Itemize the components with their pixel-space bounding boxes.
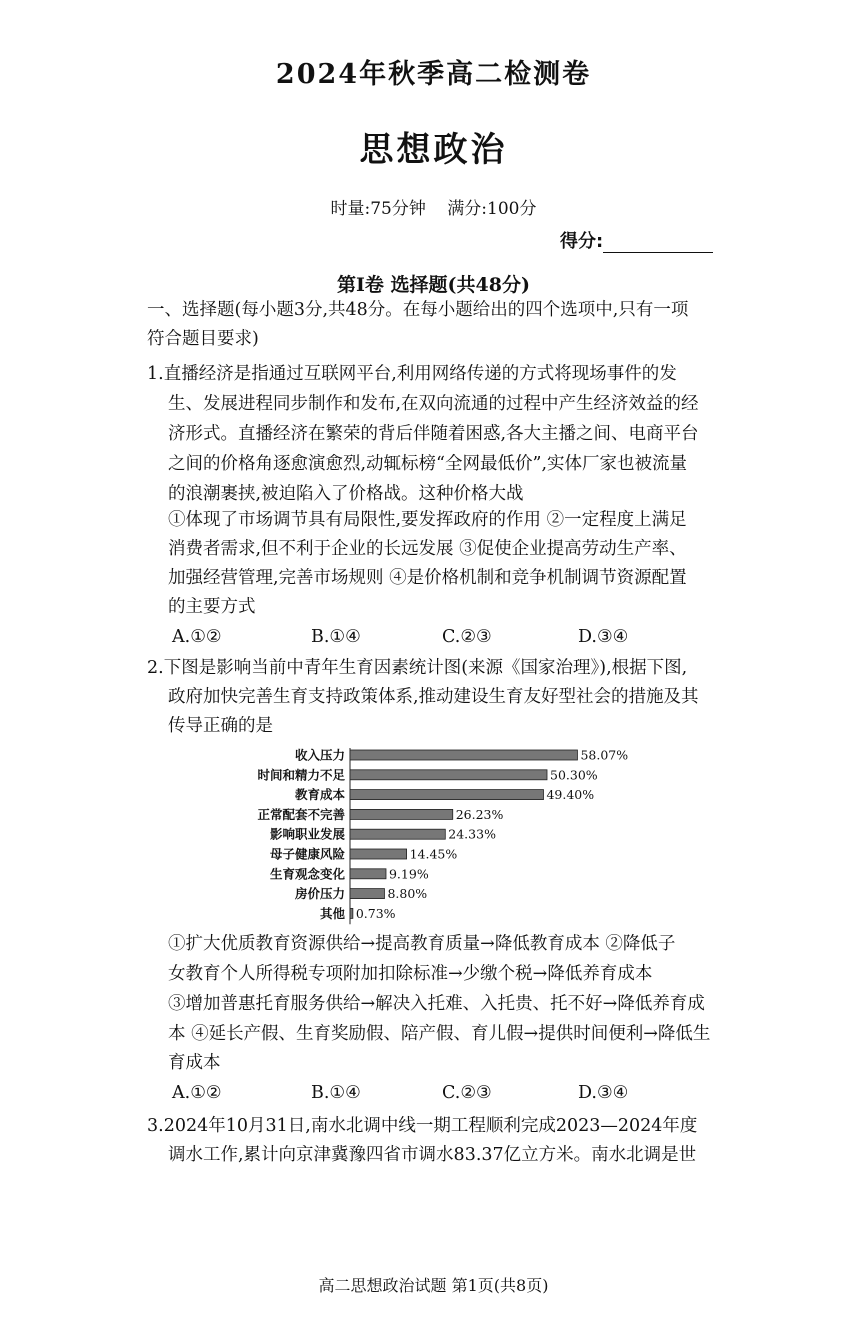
chart-bar [350,869,386,879]
q1-line: 加强经营管理,完善市场规则 ④是价格机制和竞争机制调节资源配置 [168,568,687,588]
chart-category-label: 时间和精力不足 [257,767,345,783]
chart-value-label: 58.07% [580,747,629,763]
chart-bar [350,829,445,839]
q1-option-c[interactable]: C.②③ [442,627,492,647]
exam-info [0,194,867,219]
score-blank-line[interactable] [603,235,713,253]
q1-line: 1.直播经济是指通过互联网平台,利用网络传递的方式将现场事件的发 [147,364,677,384]
q1-line: 之间的价格角逐愈演愈烈,动辄标榜“全网最低价”,实体厂家也被流量 [168,454,688,474]
subject-title: 思想政治 [359,130,508,170]
full-score: 满分:100分 [447,199,537,219]
chart-value-label: 49.40% [546,787,595,803]
score-field [560,227,713,253]
q1-line: 消费者需求,但不利于企业的长远发展 ③促使企业提高劳动生产率、 [168,539,687,559]
chart-category-label: 教育成本 [294,787,345,803]
q1-option-a[interactable]: A.①② [172,627,222,647]
chart-category-label: 生育观念变化 [269,866,345,882]
chart-bar [350,889,384,899]
chart-value-label: 9.19% [388,866,429,882]
chart-bar [350,750,577,760]
chart-category-label: 正常配套不完善 [257,806,345,822]
fertility-factors-chart [200,742,680,927]
chart-value-label: 50.30% [550,767,598,783]
section-title: 第Ⅰ卷 选择题(共48分) [337,274,530,296]
q1-line: 的主要方式 [168,597,256,617]
q2-line: 2.下图是影响当前中青年生育因素统计图(来源《国家治理》),根据下图, [147,658,688,678]
time-limit: 时量:75分钟 [330,199,426,219]
q2-item-line: 女教育个人所得税专项附加扣除标准→少缴个税→降低养育成本 [168,964,653,984]
section-instruction-1: 一、选择题(每小题3分,共48分。在每小题给出的四个选项中,只有一项 [147,300,689,320]
chart-bar [350,790,543,800]
q1-line: 的浪潮裹挟,被迫陷入了价格战。这种价格大战 [168,484,524,504]
chart-value-label: 14.45% [409,846,458,862]
q2-item-line: 育成本 [168,1053,221,1073]
q2-item-line: ①扩大优质教育资源供给→提高教育质量→降低教育成本 ②降低子 [168,934,676,954]
chart-value-label: 8.80% [387,886,428,902]
chart-category-label: 母子健康风险 [269,846,345,862]
q1-line: 生、发展进程同步制作和发布,在双向流通的过程中产生经济效益的经 [168,394,699,414]
chart-value-label: 0.73% [355,905,396,921]
chart-category-label: 影响职业发展 [269,826,345,842]
q2-option-a[interactable]: A.①② [172,1083,222,1103]
exam-title: 2024年秋季高二检测卷 [275,59,592,90]
chart-bar [350,908,353,918]
chart-value-label: 26.23% [455,806,504,822]
score-label: 得分: [560,231,604,252]
section-instruction-2: 符合题目要求) [147,329,259,349]
q1-option-d[interactable]: D.③④ [578,627,629,647]
q2-option-c[interactable]: C.②③ [442,1083,492,1103]
chart-bar [350,809,453,819]
q1-line: ①体现了市场调节具有局限性,要发挥政府的作用 ②一定程度上满足 [168,510,687,530]
chart-category-label: 收入压力 [294,747,345,763]
q2-option-b[interactable]: B.①④ [311,1083,361,1103]
chart-category-label: 房价压力 [294,886,345,902]
page-footer: 高二思想政治试题 第1页(共8页) [318,1276,549,1295]
q1-line: 济形式。直播经济在繁荣的背后伴随着困惑,各大主播之间、电商平台 [168,424,699,444]
q2-item-line: 本 ④延长产假、生育奖励假、陪产假、育儿假→提供时间便利→降低生 [168,1024,711,1044]
q1-option-b[interactable]: B.①④ [311,627,361,647]
chart-bar [350,849,407,859]
chart-category-label: 其他 [319,905,345,921]
q2-item-line: ③增加普惠托育服务供给→解决入托难、入托贵、托不好→降低养育成 [168,994,705,1014]
chart-value-label: 24.33% [448,826,496,842]
chart-bar [350,770,547,780]
q2-line: 传导正确的是 [168,716,273,736]
q3-line: 调水工作,累计向京津冀豫四省市调水83.37亿立方米。南水北调是世 [168,1145,697,1165]
q2-line: 政府加快完善生育支持政策体系,推动建设生育友好型社会的措施及其 [168,687,699,707]
q3-line: 3.2024年10月31日,南水北调中线一期工程顺利完成2023—2024年度 [147,1116,698,1136]
q2-option-d[interactable]: D.③④ [578,1083,629,1103]
